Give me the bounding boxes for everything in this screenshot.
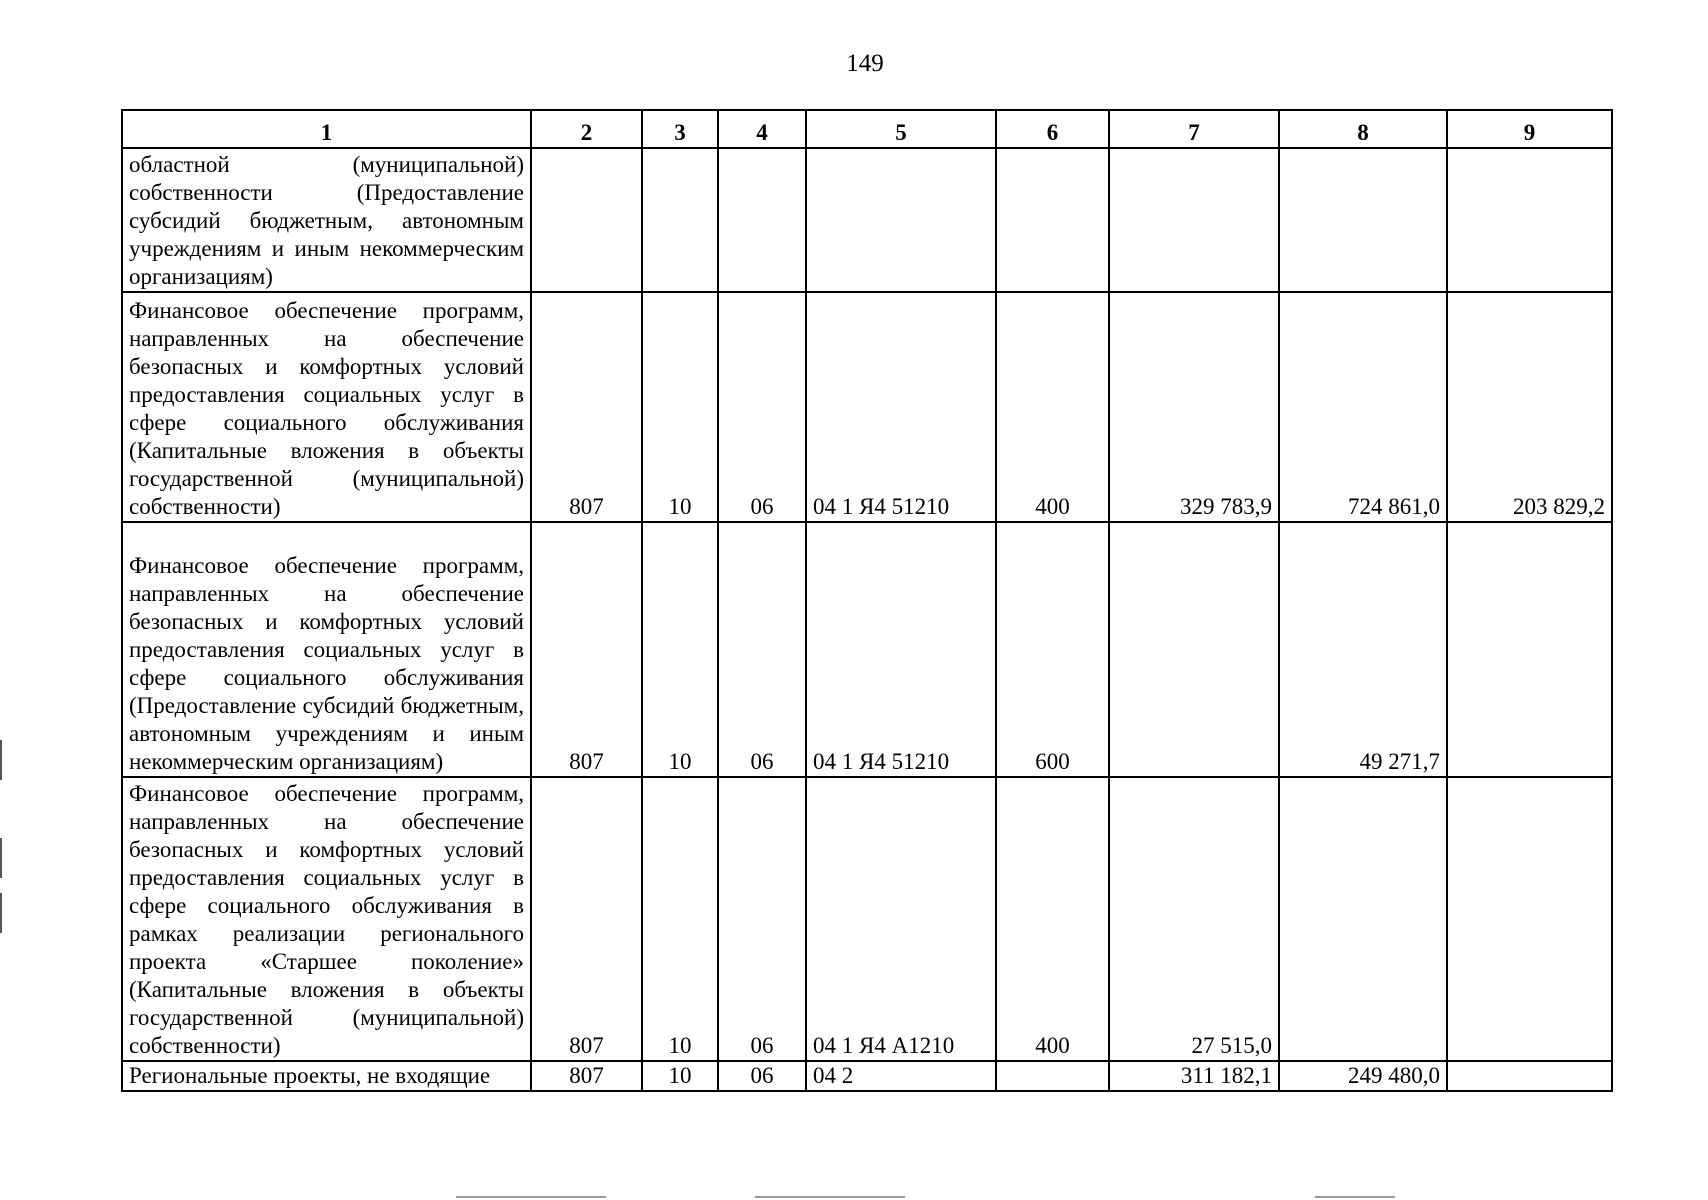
column-number-header — [122, 110, 1612, 148]
cell-subsection — [718, 148, 806, 292]
cell-amount-1: 311 182,1 — [1109, 1061, 1279, 1091]
cell-target-article: 04 2 — [806, 1061, 996, 1091]
cell-section: 10 — [642, 292, 718, 522]
cell-section: 10 — [642, 522, 718, 777]
header-col-4: 4 — [718, 110, 806, 148]
row-description: Финансовое обеспечение программ, направленных на обеспечение безопасных и комфортных условий предоставления социальных услуг в сфере социального обслуживания (Предоставление субсидий бюджетным, автономным учреждениям и иным некоммерческим организациям) — [122, 522, 531, 777]
row-description: Финансовое обеспечение программ, направленных на обеспечение безопасных и комфортных условий предоставления социальных услуг в сфере социального обслуживания в рамках реализации регионального проекта «Старшее поколение» (Капитальные вложения в объекты государственной (муниципальной) собственности) — [122, 777, 531, 1061]
footer-rule — [456, 1196, 606, 1198]
cell-admin-code: 807 — [531, 522, 642, 777]
table-row — [122, 1061, 1612, 1091]
table-row — [122, 148, 1612, 292]
cell-expense-type: 400 — [996, 777, 1109, 1061]
table-row — [122, 522, 1612, 777]
header-col-2: 2 — [531, 110, 642, 148]
cell-section — [642, 148, 718, 292]
row-description: Финансовое обеспечение программ, направленных на обеспечение безопасных и комфортных условий предоставления социальных услуг в сфере социального обслуживания (Капитальные вложения в объекты государственной (муниципальной) собственности) — [122, 292, 531, 522]
cell-target-article: 04 1 Я4 А1210 — [806, 777, 996, 1061]
table-row — [122, 777, 1612, 1061]
header-col-6: 6 — [996, 110, 1109, 148]
cell-section: 10 — [642, 1061, 718, 1091]
cell-amount-2: 249 480,0 — [1279, 1061, 1447, 1091]
cell-admin-code: 807 — [531, 777, 642, 1061]
cell-amount-2 — [1279, 148, 1447, 292]
cell-amount-3 — [1447, 777, 1612, 1061]
cell-amount-2: 724 861,0 — [1279, 292, 1447, 522]
header-col-1: 1 — [122, 110, 531, 148]
cell-amount-2 — [1279, 777, 1447, 1061]
cell-expense-type: 600 — [996, 522, 1109, 777]
cell-target-article: 04 1 Я4 51210 — [806, 522, 996, 777]
scan-edge-mark — [0, 838, 2, 878]
row-description: областной (муниципальной) собственности (Предоставление субсидий бюджетным, автономным учреждениям и иным некоммерческим организациям) — [122, 148, 531, 292]
cell-amount-3 — [1447, 1061, 1612, 1091]
cell-amount-1: 27 515,0 — [1109, 777, 1279, 1061]
cell-expense-type — [996, 148, 1109, 292]
cell-expense-type — [996, 1061, 1109, 1091]
cell-amount-1: 329 783,9 — [1109, 292, 1279, 522]
header-col-9: 9 — [1447, 110, 1612, 148]
cell-target-article — [806, 148, 996, 292]
footer-rule — [1315, 1196, 1395, 1198]
table-row — [122, 292, 1612, 522]
cell-amount-3: 203 829,2 — [1447, 292, 1612, 522]
cell-subsection: 06 — [718, 777, 806, 1061]
scan-edge-mark — [0, 740, 2, 780]
cell-admin-code — [531, 148, 642, 292]
cell-amount-1 — [1109, 522, 1279, 777]
cell-amount-3 — [1447, 522, 1612, 777]
cell-target-article: 04 1 Я4 51210 — [806, 292, 996, 522]
cell-expense-type: 400 — [996, 292, 1109, 522]
scan-edge-mark — [0, 893, 2, 933]
cell-amount-3 — [1447, 148, 1612, 292]
cell-section: 10 — [642, 777, 718, 1061]
header-col-8: 8 — [1279, 110, 1447, 148]
cell-admin-code: 807 — [531, 1061, 642, 1091]
cell-subsection: 06 — [718, 1061, 806, 1091]
header-col-5: 5 — [806, 110, 996, 148]
cell-subsection: 06 — [718, 522, 806, 777]
cell-amount-1 — [1109, 148, 1279, 292]
header-col-7: 7 — [1109, 110, 1279, 148]
budget-table — [121, 109, 1613, 1092]
cell-subsection: 06 — [718, 292, 806, 522]
footer-rule — [755, 1196, 905, 1198]
cell-admin-code: 807 — [531, 292, 642, 522]
page-number: 149 — [846, 50, 884, 77]
cell-amount-2: 49 271,7 — [1279, 522, 1447, 777]
header-col-3: 3 — [642, 110, 718, 148]
row-description: Региональные проекты, не входящие — [122, 1061, 531, 1091]
